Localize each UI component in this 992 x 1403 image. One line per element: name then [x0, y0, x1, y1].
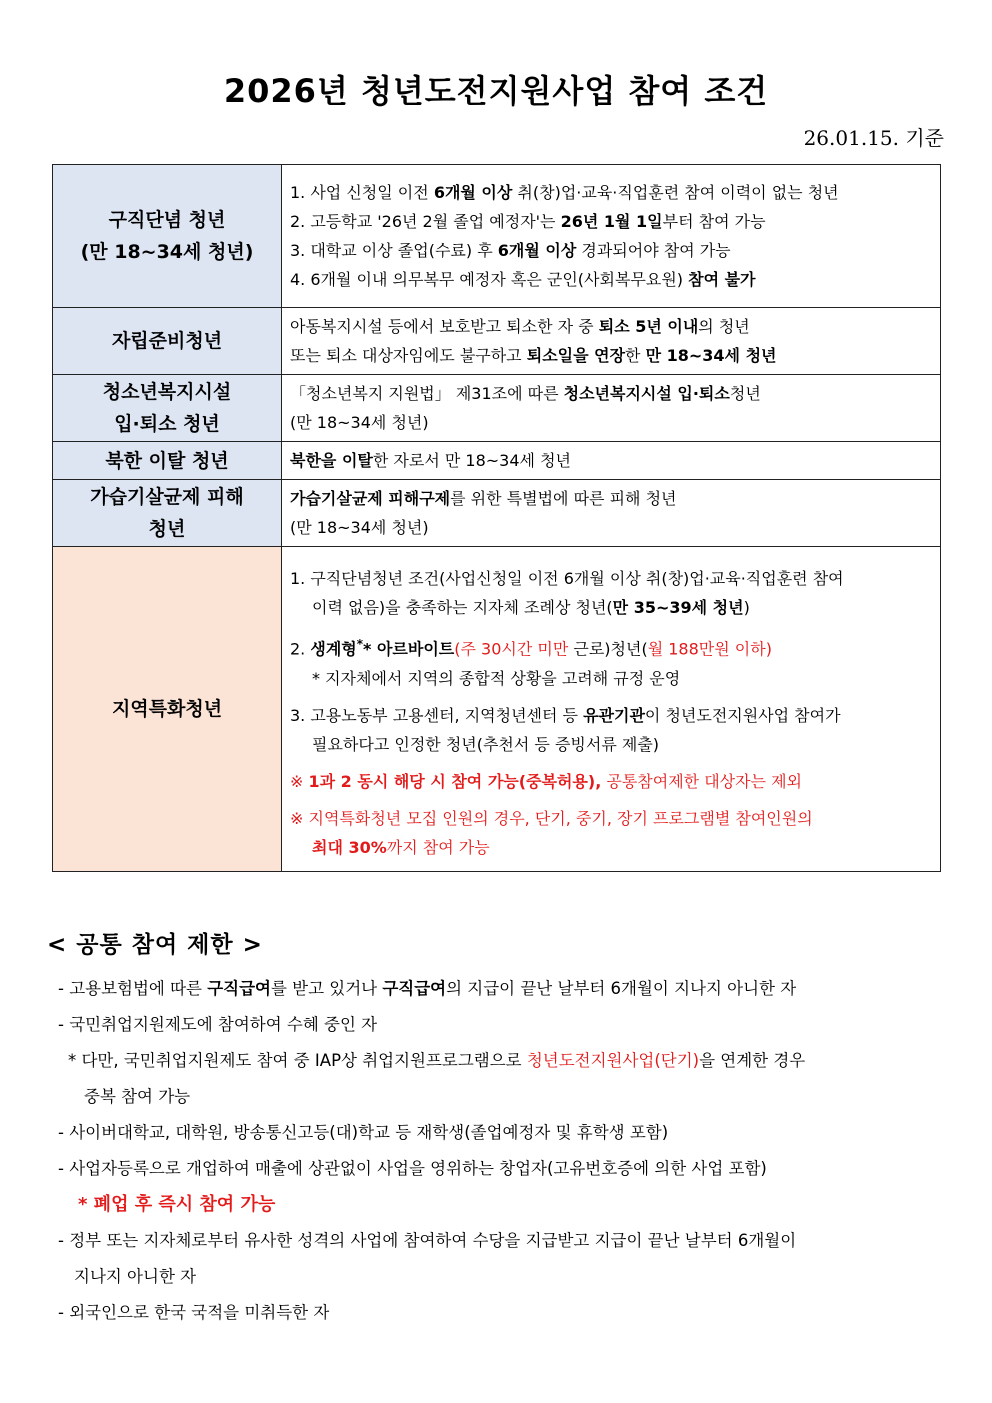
- regional-item-1: 1. 구직단념청년 조건(사업신청일 이전 6개월 이상 취(창)업·교육·직업훈련 참여 이력 없음)을 충족하는 지자체 조례상 청년(만 35~39세 청년): [290, 569, 844, 618]
- row-label: 자립준비청년: [53, 308, 282, 375]
- list-item: * 폐업 후 즉시 참여 가능: [78, 1194, 276, 1215]
- regional-item-2: 2. 생계형** 아르바이트(주 30시간 미만 근로)청년(월 188만원 이하): [290, 637, 772, 659]
- row-description: 1. 사업 신청일 이전 6개월 이상 취(창)업·교육·직업훈련 참여 이력이 없는 청년 2. 고등학교 '26년 2월 졸업 예정자'는 26년 1월 1일부터 참여 가능 3. 대학교 이상 졸업(수료) 후 6개월 이상 경과되어야 참여 가능 4. 6개월 이내 의무복무 예정자 혹은 군인(사회복무요원) 참여 불가: [282, 165, 941, 308]
- table-row: [53, 442, 941, 480]
- table-row: [53, 480, 941, 547]
- row-label: 지역특화청년: [53, 547, 282, 872]
- reference-date: 26.01.15. 기준: [803, 126, 944, 150]
- table-row: [53, 308, 941, 375]
- row-description: 「청소년복지 지원법」 제31조에 따른 청소년복지시설 입·퇴소청년 (만 18~34세 청년): [282, 375, 941, 442]
- row-description: 아동복지시설 등에서 보호받고 퇴소한 자 중 퇴소 5년 이내의 청년 또는 퇴소 대상자임에도 불구하고 퇴소일을 연장한 만 18~34세 청년: [282, 308, 941, 375]
- page-title: 2026년 청년도전지원사업 참여 조건: [223, 72, 769, 110]
- regional-note-2: ※ 지역특화청년 모집 인원의 경우, 단기, 중기, 장기 프로그램별 참여인원의 최대 30%까지 참여 가능: [290, 808, 813, 857]
- row-label: 북한 이탈 청년: [53, 442, 282, 480]
- list-item: - 정부 또는 지자체로부터 유사한 성격의 사업에 참여하여 수당을 지급받고 지급이 끝난 날부터 6개월이: [58, 1231, 797, 1250]
- section-title: < 공통 참여 제한 >: [47, 932, 263, 958]
- list-item: - 고용보험법에 따른 구직급여를 받고 있거나 구직급여의 지급이 끝난 날부터 6개월이 지나지 아니한 자: [58, 979, 797, 998]
- list-item: 지나지 아니한 자: [74, 1267, 197, 1286]
- list-item: - 사이버대학교, 대학원, 방송통신고등(대)학교 등 재학생(졸업예정자 및 휴학생 포함): [58, 1123, 669, 1142]
- table-row: [53, 165, 941, 308]
- list-item: * 다만, 국민취업지원제도 참여 중 IAP상 취업지원프로그램으로 청년도전지원사업(단기)을 연계한 경우: [68, 1051, 806, 1070]
- list-item: - 외국인으로 한국 국적을 미취득한 자: [58, 1303, 330, 1322]
- table-row: [53, 375, 941, 442]
- row-description: [282, 547, 941, 872]
- regional-item-2-note: * 지자체에서 지역의 종합적 상황을 고려해 규정 운영: [312, 668, 681, 688]
- row-label: 가습기살균제 피해 청년: [53, 480, 282, 547]
- row-description: 북한을 이탈한 자로서 만 18~34세 청년: [282, 442, 941, 480]
- row-label: 청소년복지시설 입·퇴소 청년: [53, 375, 282, 442]
- regional-note-1: ※ 1과 2 동시 해당 시 참여 가능(중복허용), 공통참여제한 대상자는 제외: [290, 771, 803, 791]
- regional-item-3: 3. 고용노동부 고용센터, 지역청년센터 등 유관기관이 청년도전지원사업 참여가 필요하다고 인정한 청년(추천서 등 증빙서류 제출): [290, 705, 841, 754]
- row-description: 가습기살균제 피해구제를 위한 특별법에 따른 피해 청년 (만 18~34세 청년): [282, 480, 941, 547]
- list-item: - 국민취업지원제도에 참여하여 수혜 중인 자: [58, 1015, 378, 1034]
- list-item: - 사업자등록으로 개업하여 매출에 상관없이 사업을 영위하는 창업자(고유번호증에 의한 사업 포함): [58, 1159, 767, 1178]
- eligibility-table: [52, 164, 941, 872]
- list-item: 중복 참여 가능: [84, 1087, 191, 1106]
- common-restrictions: [58, 971, 938, 1331]
- row-label: 구직단념 청년 (만 18~34세 청년): [53, 165, 282, 308]
- table-row: [53, 547, 941, 872]
